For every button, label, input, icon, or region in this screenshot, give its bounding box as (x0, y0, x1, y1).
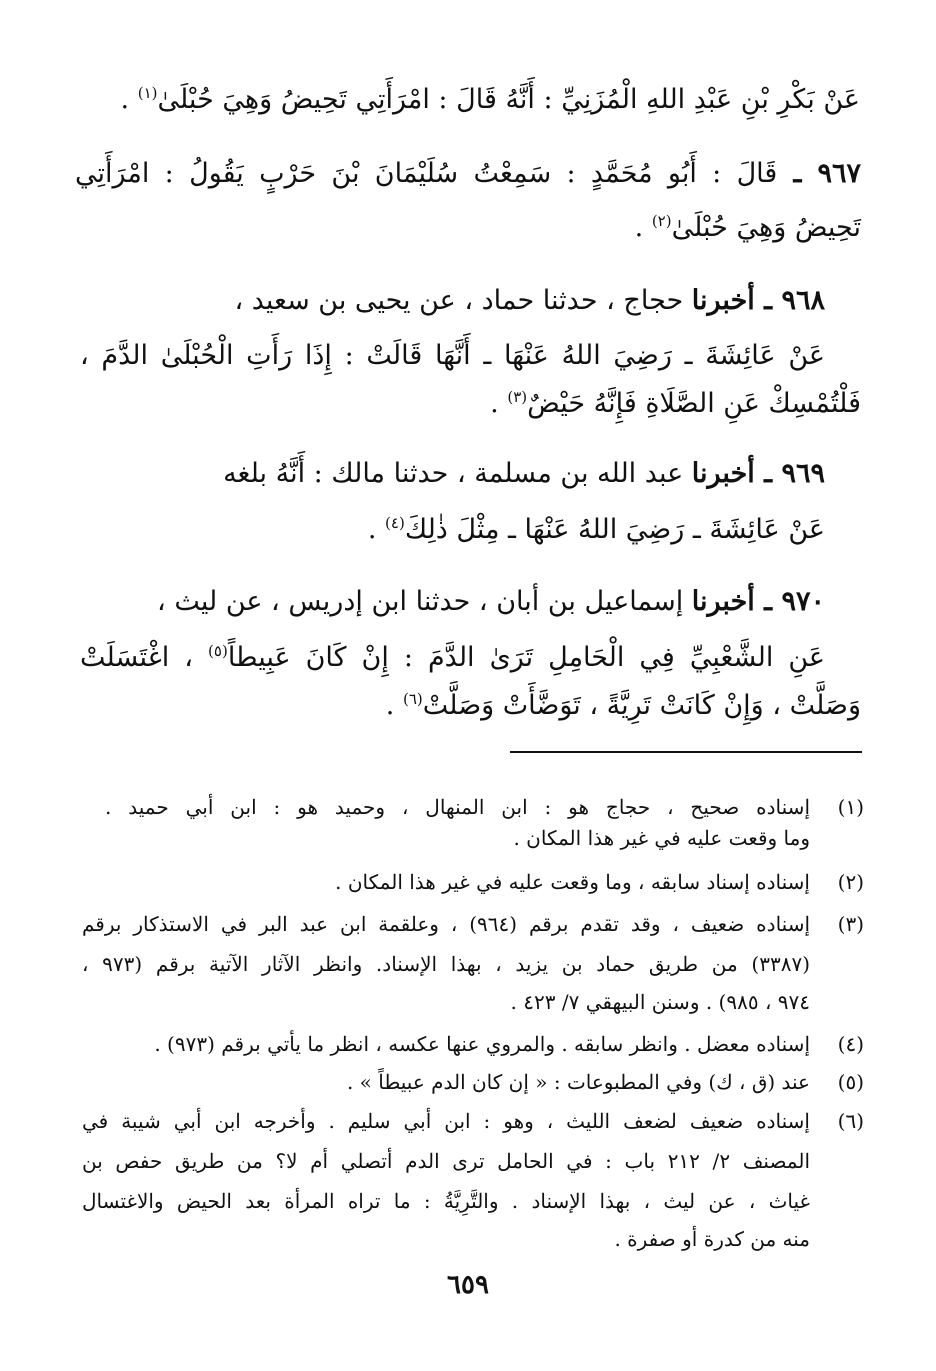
hadith-967-line2 (580, 210, 861, 246)
footnote-marker: (٤) (385, 514, 405, 532)
text-line-end: . (634, 212, 652, 243)
footnote-separator (510, 751, 862, 753)
text-line-end: . (120, 84, 138, 115)
footnote-3-line1: إسناده ضعيف ، وقد تقدم برقم (٩٦٤) ، وعلقمة ابن عبد البر في الاستذكار برقم (82, 912, 811, 936)
footnote-marker: (٣) (507, 388, 528, 406)
page-number: ٦٥٩ (447, 1270, 489, 1300)
footnote-6-line3: غياث ، عن ليث ، بهذا الإسناد . والتَّرِيَّةُ : ما تراه المرأة بعد الحيض والاغتسال (82, 1189, 810, 1213)
hadith-967-line1 (75, 156, 861, 192)
text-line-end: . (367, 514, 386, 545)
footnote-marker: (٥) (208, 642, 228, 660)
text-line: ، اغْتَسَلَتْ (80, 642, 209, 673)
text-line: فَلْتُمْسِكْ عَنِ الصَّلَاةِ فَإِنَّهُ حَيْضٌ (527, 388, 861, 419)
footnote-number-6: (٦) (837, 1109, 864, 1133)
hadith-number-969: ٩٦٩ ـ أخبرنا (691, 458, 825, 489)
hadith-970-isnad (157, 584, 825, 620)
footnote-6-line2: المصنف ٢/ ٢١٢ باب : في الحامل ترى الدم أتصلي أم لا؟ من طريق حفص بن (82, 1149, 810, 1173)
footnote-number-4: (٤) (837, 1032, 864, 1056)
footnote-1-line1: إسناده صحيح ، حجاج هو : ابن المنهال ، وحميد هو : ابن أبي حميد . (105, 795, 810, 819)
hadith-968-line2 (490, 386, 861, 422)
footnote-3-line2: (٣٣٨٧) من طريق حماد بن يزيد ، بهذا الإسناد. وانظر الآثار الآتية برقم (٩٧٣ ، (82, 952, 810, 976)
text-line-end: . (385, 690, 403, 721)
text-line: عبد الله بن مسلمة ، حدثنا مالك : أَنَّهُ بلغه (223, 458, 692, 489)
text-line: عَنْ بَكْرِ بْنِ عَبْدِ اللهِ الْمُزَنِيِّ : أَنَّهُ قَالَ : امْرَأَتِي تَحِيضُ وَهِيَ حُبْلَىٰ (157, 84, 860, 115)
footnote-1-line2: وما وقعت عليه في غير هذا المكان . (513, 826, 810, 850)
text-line: قَالَ : أَبُو مُحَمَّدٍ : سَمِعْتُ سُلَيْمَانَ بْنَ حَرْبٍ يَقُولُ : امْرَأَتِي (75, 158, 778, 189)
text-line: حجاج ، حدثنا حماد ، عن يحيى بن سعيد ، (234, 285, 692, 316)
hadith-number-970: ٩٧٠ ـ أخبرنا (691, 586, 825, 617)
footnote-marker: (٢) (651, 212, 672, 230)
text-line: تَحِيضُ وَهِيَ حُبْلَىٰ (671, 212, 861, 243)
text-line-end: . (490, 388, 508, 419)
footnote-3-line3: ٩٧٤ ، ٩٨٥) . وسنن البيهقي ٧/ ٤٢٣ . (510, 990, 810, 1014)
hadith-969-text (330, 512, 825, 548)
hadith-968-line1 (80, 338, 825, 374)
footnote-number-5: (٥) (837, 1070, 864, 1094)
footnote-marker: (٦) (402, 690, 423, 708)
footnote-number-1: (١) (837, 795, 864, 819)
footnote-6-line4: منه من كدرة أو صفرة . (614, 1227, 810, 1251)
text-line: عَنِ الشَّعْبِيِّ فِي الْحَامِلِ تَرَىٰ الدَّمَ : إِنْ كَانَ عَبِيطاً (227, 642, 825, 673)
footnote-number-3: (٣) (837, 912, 864, 936)
hadith-969-isnad (223, 456, 825, 492)
footnote-5: عند (ق ، ك) وفي المطبوعات : « إن كان الدم عبيطاً » . (346, 1070, 810, 1094)
hadith-968-isnad (200, 283, 825, 319)
hadith-number-968: ٩٦٨ ـ أخبرنا (691, 285, 825, 316)
footnote-marker: (١) (137, 84, 158, 102)
hadith-970-line2 (375, 688, 861, 724)
footnote-6-line1: إسناده ضعيف لضعف الليث ، وهو : ابن أبي سليم . وأخرجه ابن أبي شيبة في (82, 1109, 810, 1133)
text-line: عَنْ عَائِشَةَ ـ رَضِيَ اللهُ عَنْهَا ـ مِثْلَ ذٰلِكَ (404, 514, 825, 545)
hadith-970-line1 (80, 640, 825, 676)
text-line: وَصَلَّتْ ، وَإِنْ كَانَتْ تَرِيَّةً ، تَوَضَّأَتْ وَصَلَّتْ (422, 690, 861, 721)
hadith-966-text (110, 82, 860, 118)
text-line: عَنْ عَائِشَةَ ـ رَضِيَ اللهُ عَنْهَا ـ أَنَّهَا قَالَتْ : إِذَا رَأَتِ الْحُبْلَىٰ الدَّمَ ، (80, 340, 825, 371)
footnote-number-2: (٢) (837, 870, 864, 894)
hadith-number-967: ٩٦٧ ـ (777, 158, 861, 189)
text-line: إسماعيل بن أبان ، حدثنا ابن إدريس ، عن ليث ، (157, 586, 692, 617)
footnote-2: إسناده إسناد سابقه ، وما وقعت عليه في غير هذا المكان . (335, 870, 810, 894)
footnote-4: إسناده معضل . وانظر سابقه . والمروي عنها عكسه ، انظر ما يأتي برقم (٩٧٣) . (154, 1032, 810, 1056)
